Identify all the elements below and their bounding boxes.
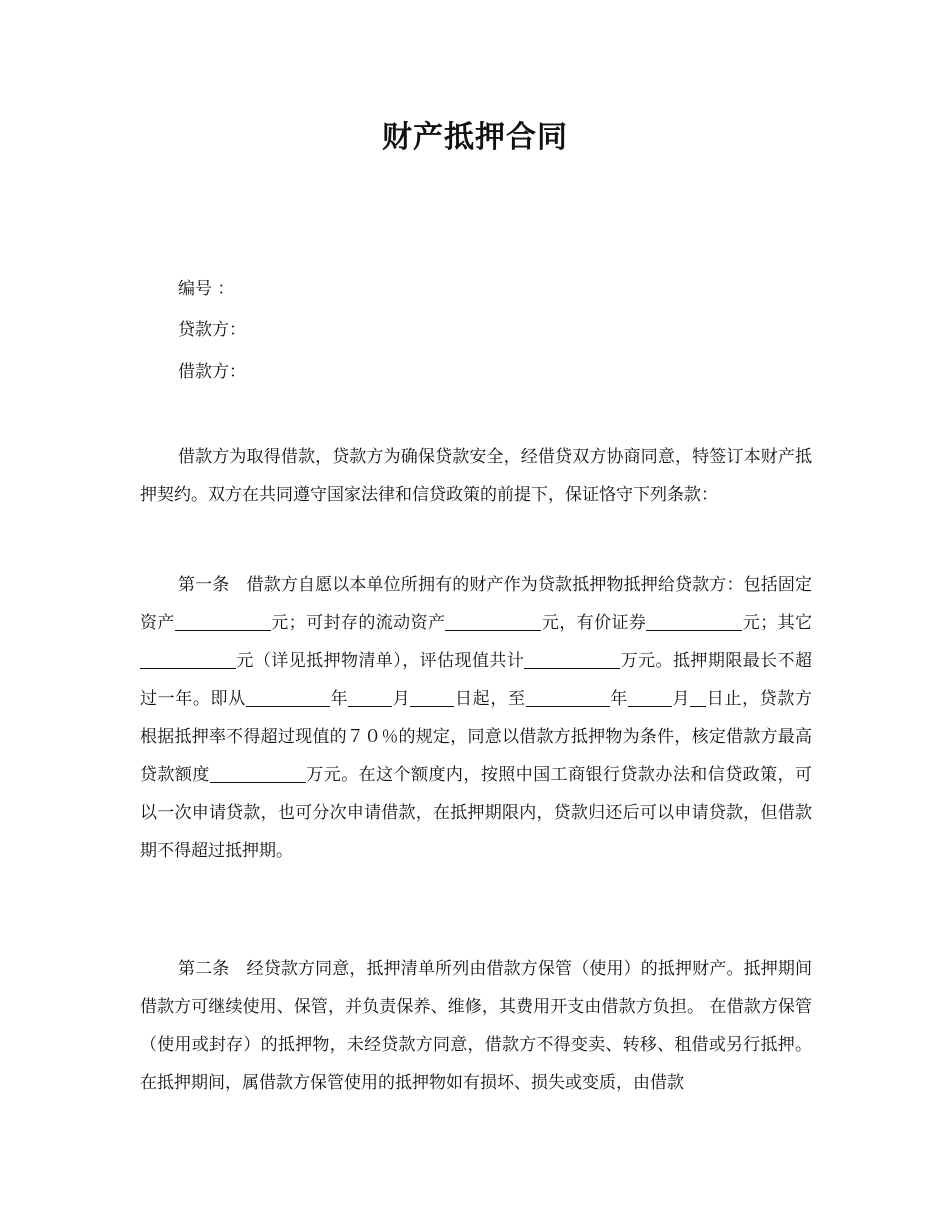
article-1-text: 元（详见抵押物清单），评估现值共计 — [236, 651, 525, 671]
lender-label: 贷款方： — [178, 320, 246, 340]
article-1-text: 日起，至 — [454, 689, 526, 709]
intro-paragraph: 借款方为取得借款，贷款方为确保贷款安全，经借贷双方协商同意，特签订本财产抵押契约。双方在共同遵守国家法律和信贷政策的前提下，保证恪守下列条款： — [140, 447, 812, 505]
borrower-label: 借款方： — [178, 362, 246, 382]
article-1-text: 万元。在这个额度内，按照中国工商银行贷款办法和信贷政策，可以一次申请贷款，也可分次申请借款，在抵押期限内，贷款归还后可以申请贷款，但借款期不得超过抵押期。 — [140, 765, 813, 861]
end-year-blank[interactable] — [526, 688, 610, 707]
start-month-blank[interactable] — [348, 688, 392, 707]
article-1-text: 万元。抵押期限最长不超过一年。即从 — [140, 651, 813, 709]
fixed-assets-blank[interactable] — [175, 612, 271, 631]
end-month-blank[interactable] — [628, 688, 672, 707]
article-1-text: 元；可封存的流动资产 — [270, 613, 446, 633]
article-1-text: 元，有价证券 — [541, 613, 647, 633]
start-year-blank[interactable] — [246, 688, 330, 707]
article-1-text: 月 — [671, 689, 691, 709]
article-1-text: 年 — [609, 689, 628, 709]
article-1-paragraph — [140, 566, 812, 870]
current-assets-blank[interactable] — [445, 612, 541, 631]
article-1-text: 月 — [392, 689, 411, 709]
article-1-text: 日止，贷款方根据抵押率不得超过现值的７０％的规定，同意以借款方抵押物为条件，核定借款方最高贷款额度 — [140, 689, 813, 785]
start-day-blank[interactable] — [410, 688, 454, 707]
article-1-text: 第一条 借款方自愿以本单位所拥有的财产作为贷款抵押物抵押给贷款方：包括固定资产 — [140, 575, 812, 633]
document-title: 财产抵押合同 — [382, 120, 568, 155]
article-1-text: 元；其它 — [742, 613, 813, 633]
max-loan-amount-blank[interactable] — [210, 764, 306, 783]
contract-number-label: 编号 ： — [178, 279, 235, 299]
other-assets-blank[interactable] — [140, 650, 236, 669]
article-1-text: 年 — [329, 689, 349, 709]
end-day-blank[interactable] — [690, 688, 706, 707]
article-2-paragraph: 第二条 经贷款方同意，抵押清单所列由借款方保管（使用）的抵押财产。抵押期间借款方可继续使用、保管，并负责保养、维修，其费用开支由借款方负担。 在借款方保管（使用或封存）的抵押物，未经贷款方同意，借款方不得变卖、转移、租借或另行抵押。在抵押期间，属借款方保管使用的抵押物如有损坏、损失或变质，由借款 — [140, 959, 812, 1093]
securities-blank[interactable] — [646, 612, 742, 631]
appraised-value-blank[interactable] — [524, 650, 620, 669]
